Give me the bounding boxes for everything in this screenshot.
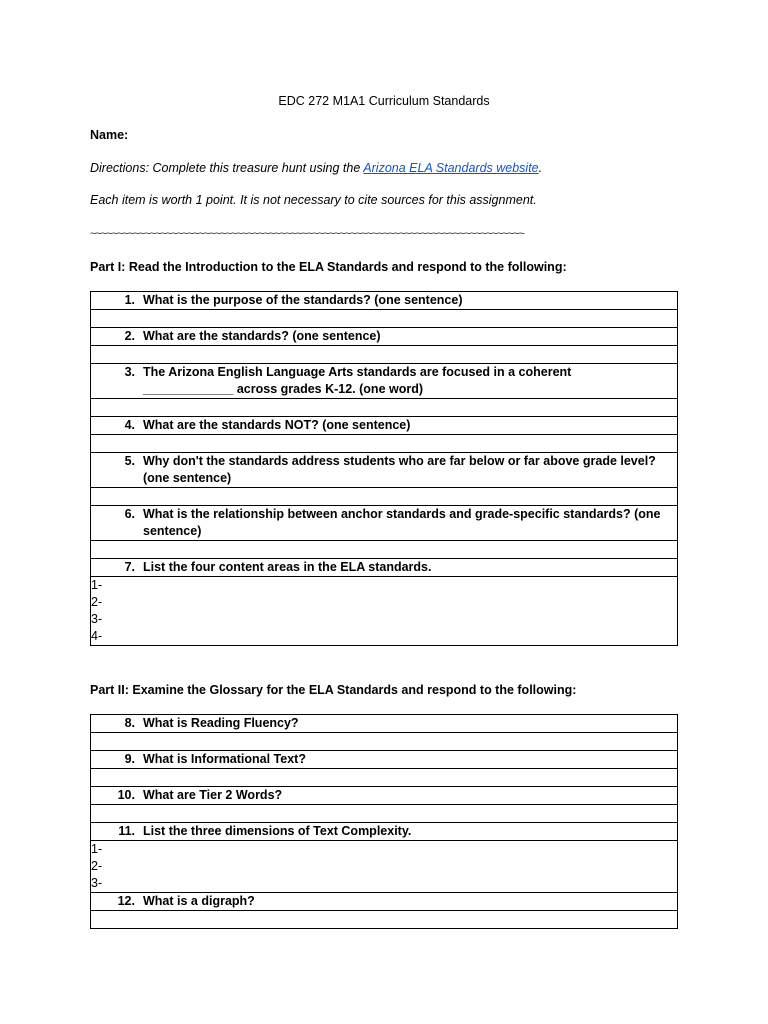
- question-row-10: [91, 787, 678, 805]
- question-row-7: [91, 559, 678, 577]
- question-number: 7.: [124, 560, 135, 574]
- separator-line: ~~~~~~~~~~~~~~~~~~~~~~~~~~~~~~~~~~~~~~~~~~~~~~~~~~~~~~~~~~~~~~~~~~~~~~~~~~~~~~~~: [90, 228, 524, 240]
- answer-row-1[interactable]: [91, 310, 678, 328]
- document-title: EDC 272 M1A1 Curriculum Standards: [278, 94, 490, 108]
- part1-heading: Part I: Read the Introduction to the ELA Standards and respond to the following:: [90, 260, 567, 274]
- question-number: 3.: [124, 365, 135, 379]
- list-item: 3-: [91, 612, 103, 626]
- question-text: The Arizona English Language Arts standards are focused in a coherent _____________ across grades K-12. (one word): [143, 365, 572, 396]
- part1-table: [90, 291, 678, 646]
- question-row-8: [91, 715, 678, 733]
- question-row-11: [91, 823, 678, 841]
- answer-row-8[interactable]: [91, 733, 678, 751]
- question-row-12: [91, 893, 678, 911]
- question-number: 6.: [124, 507, 135, 521]
- question-text: What is the purpose of the standards? (one sentence): [143, 293, 463, 307]
- part2-table: [90, 714, 678, 929]
- answer-row-12[interactable]: [91, 911, 678, 929]
- list-item: 2-: [91, 595, 103, 609]
- answer-row-5[interactable]: [91, 488, 678, 506]
- answer-row-4[interactable]: [91, 435, 678, 453]
- arizona-ela-standards-link[interactable]: Arizona ELA Standards website: [363, 161, 539, 175]
- directions-prefix: Directions: Complete this treasure hunt using the: [90, 161, 364, 175]
- question-number: 10.: [117, 788, 135, 802]
- question-number: 2.: [124, 329, 135, 343]
- question-text: What is a digraph?: [143, 894, 255, 908]
- list-item: 2-: [91, 859, 103, 873]
- question-text: List the three dimensions of Text Complexity.: [143, 824, 412, 838]
- directions-suffix: .: [538, 161, 543, 175]
- question-text: What is the relationship between anchor standards and grade-specific standards? (one sentence): [143, 507, 661, 538]
- question-number: 9.: [124, 752, 135, 766]
- answer-row-6[interactable]: [91, 541, 678, 559]
- part2-heading: Part II: Examine the Glossary for the ELA Standards and respond to the following:: [90, 683, 577, 697]
- question-row-4: [91, 417, 678, 435]
- list-item: 3-: [91, 876, 103, 890]
- name-label: Name:: [90, 128, 129, 142]
- answer-list-11[interactable]: [91, 841, 678, 893]
- question-text: What are Tier 2 Words?: [143, 788, 283, 802]
- question-text: What is Reading Fluency?: [143, 716, 299, 730]
- question-row-2: [91, 328, 678, 346]
- question-text: What are the standards? (one sentence): [143, 329, 381, 343]
- directions-line: [90, 160, 542, 177]
- question-row-3: [91, 364, 678, 399]
- question-row-5: [91, 453, 678, 488]
- question-text: Why don't the standards address students who are far below or far above grade level? (one sentence): [143, 454, 656, 485]
- question-number: 1.: [124, 293, 135, 307]
- question-number: 5.: [124, 454, 135, 468]
- question-row-9: [91, 751, 678, 769]
- question-row-1: [91, 292, 678, 310]
- points-note: Each item is worth 1 point. It is not necessary to cite sources for this assignment.: [90, 193, 537, 207]
- question-text: What is Informational Text?: [143, 752, 306, 766]
- question-text: List the four content areas in the ELA standards.: [143, 560, 432, 574]
- question-number: 4.: [124, 418, 135, 432]
- answer-row-9[interactable]: [91, 769, 678, 787]
- question-number: 8.: [124, 716, 135, 730]
- list-item: 1-: [91, 578, 103, 592]
- question-number: 12.: [117, 894, 135, 908]
- answer-row-10[interactable]: [91, 805, 678, 823]
- answer-row-3[interactable]: [91, 399, 678, 417]
- answer-list-7[interactable]: [91, 577, 678, 646]
- answer-row-2[interactable]: [91, 346, 678, 364]
- list-item: 4-: [91, 629, 103, 643]
- question-number: 11.: [118, 824, 135, 838]
- list-item: 1-: [91, 842, 103, 856]
- question-row-6: [91, 506, 678, 541]
- question-text: What are the standards NOT? (one sentence): [143, 418, 411, 432]
